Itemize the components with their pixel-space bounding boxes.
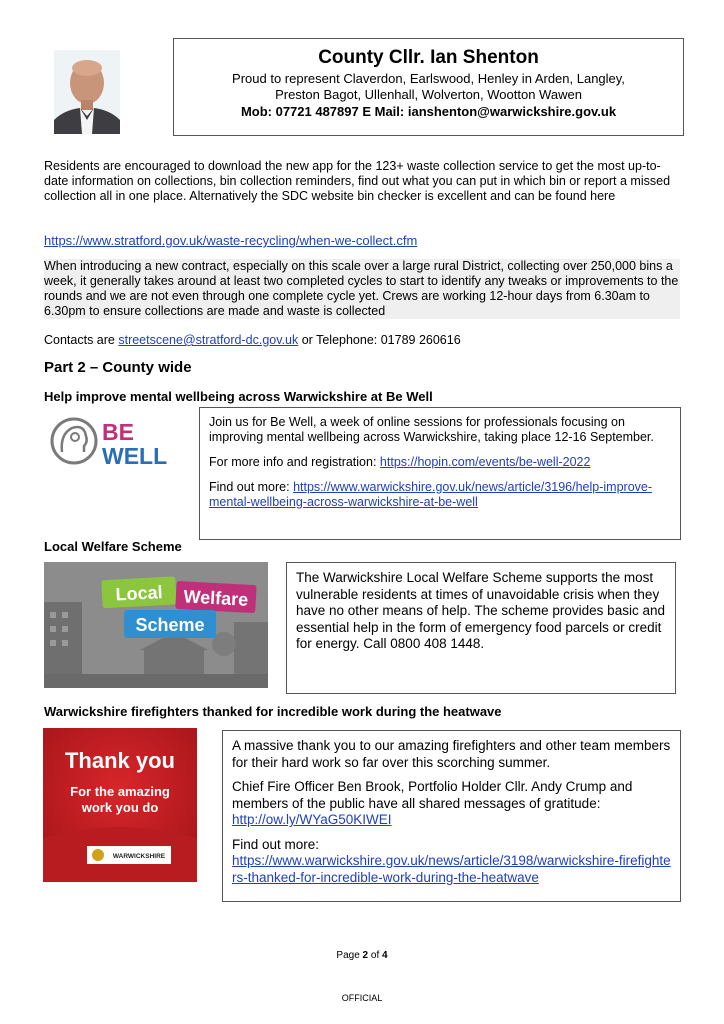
contacts-suffix: or Telephone: 01789 260616 (298, 333, 461, 347)
bewell-heading: Help improve mental wellbeing across Warwickshire at Be Well (44, 389, 433, 404)
councillor-header (173, 38, 684, 136)
welfare-img-local: Local (115, 582, 164, 605)
contact-details: Mob: 07721 487897 E Mail: ianshenton@warwickshire.gov.uk (240, 104, 617, 119)
bewell-text: Join us for Be Well, a week of online sessions for professionals focusing on improving mental wellbeing across Warwickshire, taking place 12-16 September. (209, 415, 654, 444)
ty-img-badge: WARWICKSHIRE (112, 853, 166, 860)
page-total: 4 (382, 950, 388, 961)
fire-more-prefix: Find out more: (232, 836, 320, 852)
contacts-prefix: Contacts are (44, 333, 119, 347)
part-2-title: Part 2 – County wide (44, 359, 192, 376)
ty-img-sub1: For the amazing (70, 784, 170, 799)
fire-heading: Warwickshire firefighters thanked for incredible work during the heatwave (44, 704, 502, 719)
bewell-reg-prefix: For more info and registration: (209, 455, 380, 469)
bewell-registration-link[interactable]: https://hopin.com/events/be-well-2022 (379, 455, 591, 469)
councillor-name: County Cllr. Ian Shenton (318, 47, 539, 68)
bewell-more-prefix: Find out more: (209, 480, 294, 494)
bewell-box (199, 407, 681, 540)
welfare-heading: Local Welfare Scheme (44, 539, 182, 554)
councillor-photo (54, 50, 120, 134)
fire-gratitude-link[interactable]: http://ow.ly/WYaG50KIWEI (232, 812, 392, 827)
bewell-logo-well: WELL (102, 443, 168, 469)
page-number (0, 950, 724, 961)
page-of: of (368, 950, 383, 961)
thank-you-image (43, 728, 197, 882)
welfare-text: The Warwickshire Local Welfare Scheme supports the most vulnerable residents at times of unavoidable crisis when they have no other means of help. The scheme provides basic and essential help in the form of emergency food parcels or credit for energy. Call 0800 408 1448. (296, 570, 665, 651)
app-paragraph: Residents are encouraged to download the new app for the 123+ waste collection service to get the most up-to-date information on collections, bin collection reminders, find out what you can put in which bin or report a missed collection all in one place. Alternatively the SDC website bin checker is excellent and can be found here (44, 159, 671, 203)
fire-more-link[interactable]: https://www.warwickshire.gov.uk/news/article/3198/warwickshire-firefighters-thanked-for-incredible-work-during-the-heatwave (232, 853, 671, 885)
bewell-logo-be: BE (102, 419, 134, 445)
contacts-line (44, 333, 680, 348)
welfare-img-welfare: Welfare (183, 586, 249, 610)
fire-text-2: Chief Fire Officer Ben Brook, Portfolio Holder Cllr. Andy Crump and members of the public have all shared messages of gratitude: (232, 779, 633, 811)
welfare-img-scheme: Scheme (135, 615, 205, 635)
bewell-registration (209, 455, 671, 470)
ty-img-sub2: work you do (81, 800, 159, 815)
streetscene-email-link[interactable]: streetscene@stratford-dc.gov.uk (118, 333, 299, 347)
fire-box (222, 730, 681, 902)
wards-line-2: Preston Bagot, Ullenhall, Wolverton, Wootton Wawen (275, 87, 582, 102)
contract-paragraph: When introducing a new contract, especially on this scale over a large rural District, collecting over 250,000 bins a week, it generally takes around at least two completed cycles to start to identify any tweaks or improvements to the rounds and we are not even through one complete cycle yet. Crews are working 12-hour days from 6.30am to 6.30pm to ensure collections are made and waste is collected (44, 259, 679, 318)
classification-label: OFFICIAL (341, 993, 383, 1003)
bewell-logo (46, 412, 176, 470)
bin-collection-link[interactable]: https://www.stratford.gov.uk/waste-recycling/when-we-collect.cfm (44, 233, 418, 248)
local-welfare-image (44, 562, 268, 688)
wards-line-1: Proud to represent Claverdon, Earlswood, Henley in Arden, Langley, (232, 71, 625, 86)
page-prefix: Page (336, 950, 363, 961)
welfare-box (286, 562, 676, 694)
fire-text-1: A massive thank you to our amazing firefighters and other team members for their hard work so far over this scorching summer. (232, 738, 671, 770)
ty-img-title: Thank you (64, 748, 176, 773)
bewell-more-link[interactable]: https://www.warwickshire.gov.uk/news/article/3196/help-improve-mental-wellbeing-across-warwickshire-at-be-well (209, 480, 653, 509)
bewell-more (209, 480, 671, 510)
page-current: 2 (362, 950, 369, 961)
